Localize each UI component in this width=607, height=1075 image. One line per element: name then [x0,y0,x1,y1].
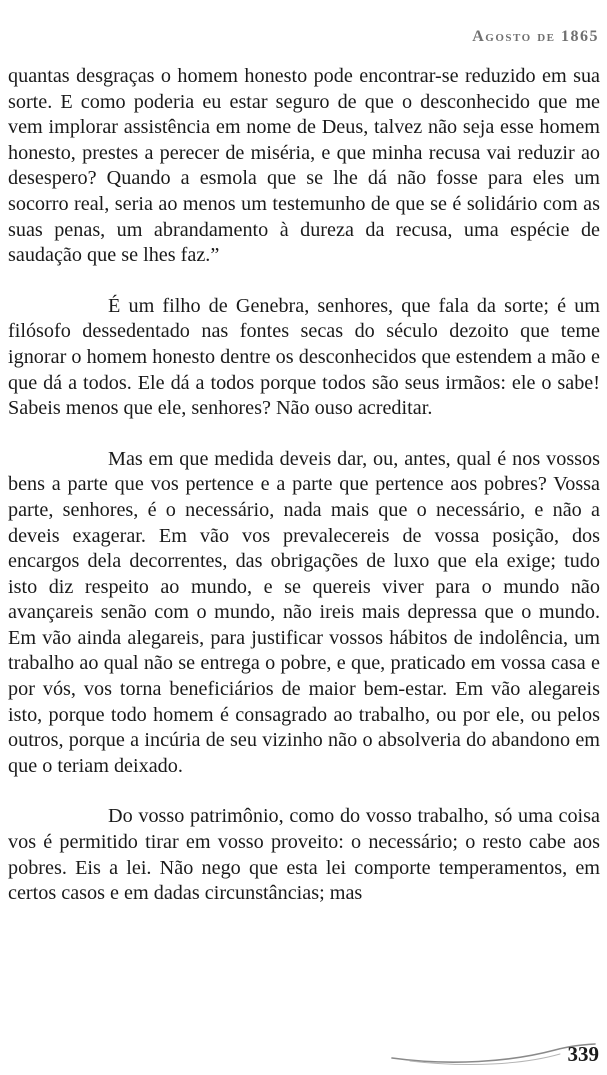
page-body [8,64,600,907]
page-number: 339 [567,1042,599,1066]
running-header: Agosto de 1865 [472,28,599,45]
paragraph: Do vosso patrimônio, como do vosso trabalho, só uma coisa vos é permitido tirar em vosso proveito: o necessário; o resto cabe aos pobres. Eis a lei. Não nego que esta lei comporte temperamentos, em certos casos e em dadas circunstâncias; mas [8,805,600,905]
paragraph-continued: quantas desgraças o homem honesto pode encontrar-se reduzido em sua sorte. E como poderia eu estar seguro de que o desconhecido que me vem implorar assistência em nome de Deus, talvez não seja esse homem honesto, prestes a perecer de miséria, e que minha recusa vai reduzir ao desespero? Quando a esmola que se lhe dá não fosse para eles um socorro real, seria ao menos um testemunho de que se é solidário com as suas penas, um abrandamento à dureza da recusa, uma espécie de saudação que se lhes faz.” [8,65,600,267]
paragraph: Mas em que medida deveis dar, ou, antes, qual é nos vossos bens a parte que vos pertence e a parte que pertence aos pobres? Vossa parte, senhores, é o necessário, nada mais que o necessário, e não a deveis exagerar. Em vão vos prevalecereis de vossa posição, dos encargos dela decorrentes, das obrigações de luxo que ela exige; tudo isto diz respeito ao mundo, e se quereis viver para o mundo não avançareis senão com o mundo, não ireis mais depressa que o mundo. Em vão ainda alegareis, para justificar vossos hábitos de indolência, um trabalho ao qual não se entrega o pobre, e que, praticado em vossa casa e por vós, vos torna beneficiários de maior bem-estar. Em vão alegareis isto, porque todo homem é consagrado ao trabalho, ou por ele, ou pelos outros, porque a incúria de seu vizinho não o absolveria do abandono em que o teriam deixado. [8,447,600,777]
paragraph: É um filho de Genebra, senhores, que fala da sorte; é um filósofo dessedentado nas fontes secas do século dezoito que teme ignorar o homem honesto dentre os desconhecidos que estendem a mão e que dá a todos. Ele dá a todos porque todos são seus irmãos: ele o sabe! Sabeis menos que ele, senhores? Não ouso acreditar. [8,294,600,420]
